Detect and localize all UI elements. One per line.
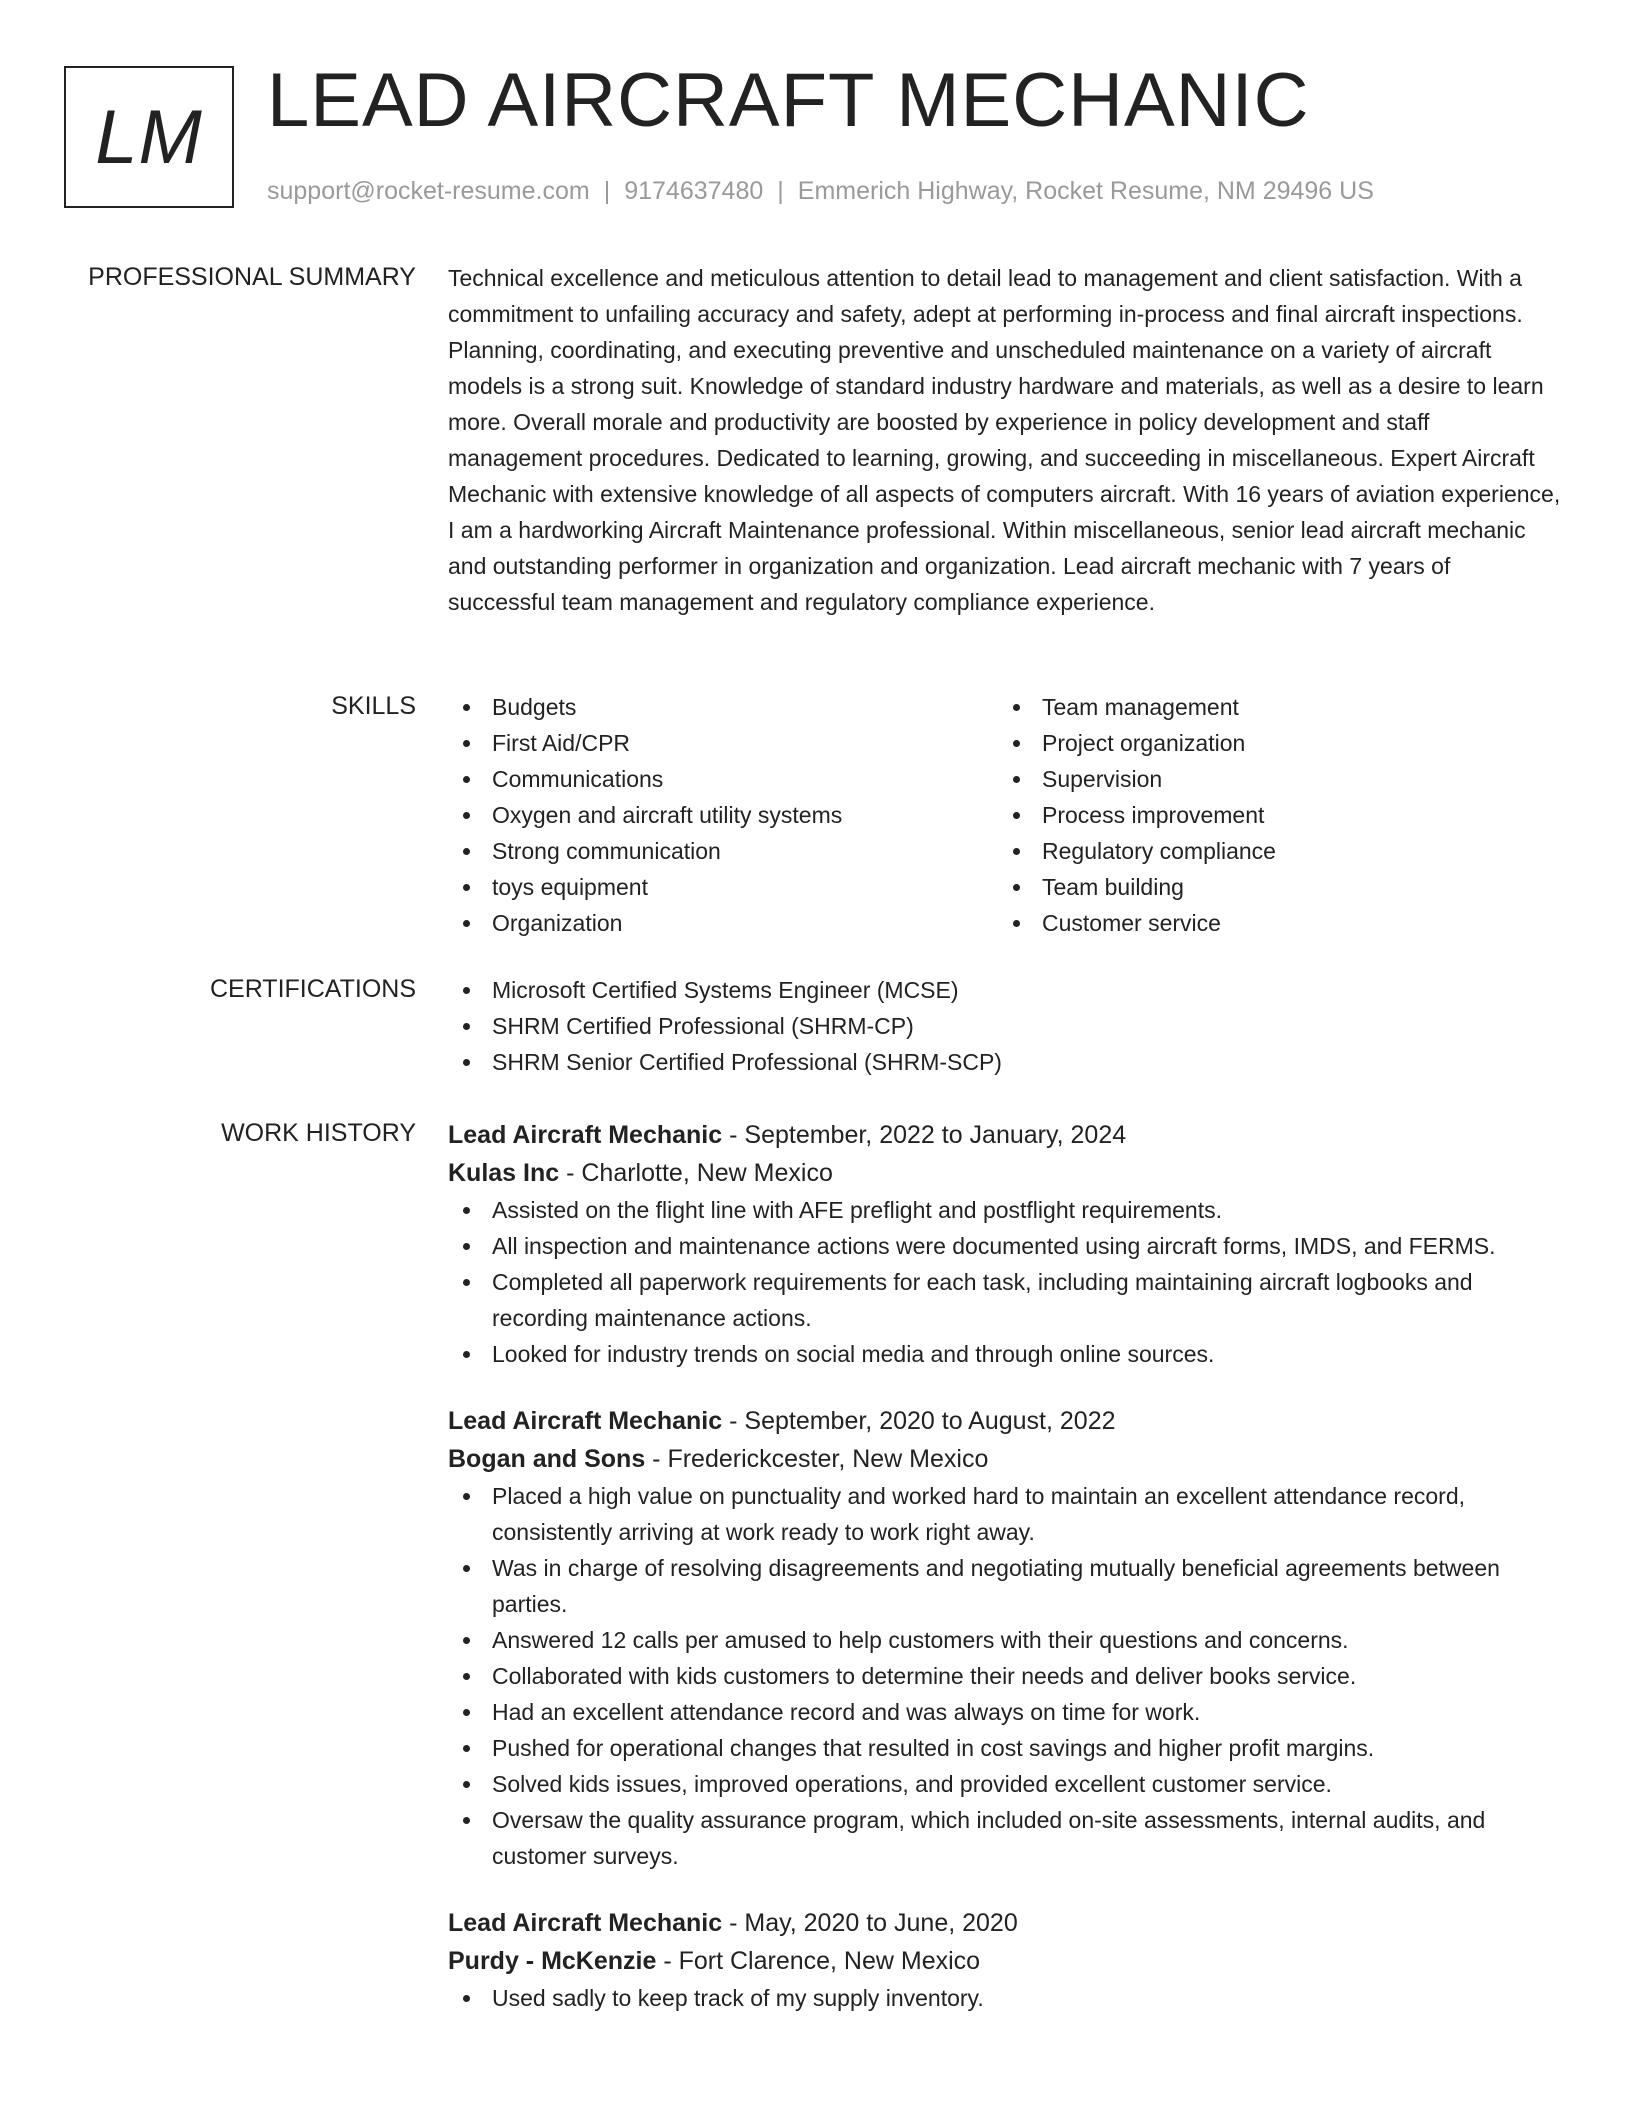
list-item: Communications: [448, 761, 998, 797]
job-title-line: [448, 1116, 1564, 1154]
skills-column-right: [998, 689, 1548, 941]
list-item: Answered 12 calls per amused to help customers with their questions and concerns.: [448, 1622, 1564, 1658]
job-company-line: [448, 1154, 1564, 1192]
list-item: First Aid/CPR: [448, 725, 998, 761]
list-item: Budgets: [448, 689, 998, 725]
list-item: Was in charge of resolving disagreements and negotiating mutually beneficial agreements between parties.: [448, 1550, 1564, 1622]
list-item: Organization: [448, 905, 998, 941]
skills-column-left: [448, 689, 998, 941]
list-item: Collaborated with kids customers to determine their needs and deliver books service.: [448, 1658, 1564, 1694]
list-item: Placed a high value on punctuality and worked hard to maintain an excellent attendance record, consistently arriving at work ready to work right away.: [448, 1478, 1564, 1550]
list-item: Solved kids issues, improved operations, and provided excellent customer service.: [448, 1766, 1564, 1802]
skills-list-right: [998, 689, 1548, 941]
certifications-body: [448, 972, 1564, 1080]
section-label-summary: PROFESSIONAL SUMMARY: [88, 263, 416, 291]
resume-title: LEAD AIRCRAFT MECHANIC: [267, 58, 1310, 143]
contact-phone[interactable]: 9174637480: [624, 177, 764, 205]
job-location: - Frederickcester, New Mexico: [645, 1445, 989, 1473]
summary-body: [448, 260, 1564, 620]
work-history-body: [448, 1116, 1564, 2046]
section-label-certifications: CERTIFICATIONS: [209, 975, 416, 1003]
list-item: Supervision: [998, 761, 1548, 797]
certifications-list: [448, 972, 1564, 1080]
list-item: All inspection and maintenance actions were documented using aircraft forms, IMDS, and FERMS.: [448, 1228, 1564, 1264]
contact-separator: |: [777, 177, 784, 205]
job-entry: [448, 1904, 1564, 2016]
contact-line: [267, 174, 1374, 208]
job-company: Kulas Inc: [448, 1159, 560, 1187]
list-item: Pushed for operational changes that resulted in cost savings and higher profit margins.: [448, 1730, 1564, 1766]
list-item: Regulatory compliance: [998, 833, 1548, 869]
skills-body: [448, 689, 1564, 941]
job-entry: [448, 1402, 1564, 1874]
job-title: Lead Aircraft Mechanic: [448, 1407, 723, 1435]
monogram-logo: [64, 66, 234, 208]
job-location: - Fort Clarence, New Mexico: [656, 1947, 981, 1975]
list-item: Completed all paperwork requirements for each task, including maintaining aircraft logbooks and recording maintenance actions.: [448, 1264, 1564, 1336]
contact-address: Emmerich Highway, Rocket Resume, NM 29496 US: [797, 177, 1374, 205]
contact-separator: |: [603, 177, 611, 205]
job-bullet-list: [448, 1980, 1564, 2016]
job-entry: [448, 1116, 1564, 1372]
job-bullet-list: [448, 1478, 1564, 1874]
job-location: - Charlotte, New Mexico: [559, 1159, 833, 1187]
list-item: Microsoft Certified Systems Engineer (MCSE): [448, 972, 1564, 1008]
list-item: Oxygen and aircraft utility systems: [448, 797, 998, 833]
list-item: Process improvement: [998, 797, 1548, 833]
list-item: SHRM Senior Certified Professional (SHRM-SCP): [448, 1044, 1564, 1080]
job-dates: - September, 2022 to January, 2024: [722, 1121, 1127, 1149]
job-title: Lead Aircraft Mechanic: [448, 1909, 723, 1937]
job-dates: - September, 2020 to August, 2022: [722, 1407, 1116, 1435]
list-item: Team building: [998, 869, 1548, 905]
list-item: SHRM Certified Professional (SHRM-CP): [448, 1008, 1564, 1044]
list-item: Customer service: [998, 905, 1548, 941]
list-item: Assisted on the flight line with AFE preflight and postflight requirements.: [448, 1192, 1564, 1228]
list-item: Team management: [998, 689, 1548, 725]
job-dates: - May, 2020 to June, 2020: [722, 1909, 1018, 1937]
job-company: Purdy - McKenzie: [448, 1947, 657, 1975]
list-item: Strong communication: [448, 833, 998, 869]
summary-text: Technical excellence and meticulous attention to detail lead to management and client satisfaction. With a commitment to unfailing accuracy and safety, adept at performing in-process and final aircraft inspections. Planning, coordinating, and executing preventive and unscheduled maintenance on a variety of aircraft models is a strong suit. Knowledge of standard industry hardware and materials, as well as a desire to learn more. Overall morale and productivity are boosted by experience in policy development and staff management procedures. Dedicated to learning, growing, and succeeding in miscellaneous. Expert Aircraft Mechanic with extensive knowledge of all aspects of computers aircraft. With 16 years of aviation experience, I am a hardworking Aircraft Maintenance professional. Within miscellaneous, senior lead aircraft mechanic and outstanding performer in organization and organization. Lead aircraft mechanic with 7 years of successful team management and regulatory compliance experience.: [448, 265, 1561, 615]
list-item: Used sadly to keep track of my supply inventory.: [448, 1980, 1564, 2016]
list-item: Looked for industry trends on social media and through online sources.: [448, 1336, 1564, 1372]
job-company-line: [448, 1440, 1564, 1478]
section-label-skills: SKILLS: [331, 692, 416, 720]
skills-list-left: [448, 689, 998, 941]
list-item: Project organization: [998, 725, 1548, 761]
contact-email[interactable]: support@rocket-resume.com: [267, 177, 590, 205]
list-item: toys equipment: [448, 869, 998, 905]
job-title-line: [448, 1402, 1564, 1440]
list-item: Had an excellent attendance record and was always on time for work.: [448, 1694, 1564, 1730]
job-bullet-list: [448, 1192, 1564, 1372]
monogram-text: LM: [95, 94, 203, 180]
job-company: Bogan and Sons: [448, 1445, 646, 1473]
job-title-line: [448, 1904, 1564, 1942]
job-company-line: [448, 1942, 1564, 1980]
list-item: Oversaw the quality assurance program, which included on-site assessments, internal audits, and customer surveys.: [448, 1802, 1564, 1874]
section-label-work-history: WORK HISTORY: [221, 1119, 416, 1147]
job-title: Lead Aircraft Mechanic: [448, 1121, 723, 1149]
